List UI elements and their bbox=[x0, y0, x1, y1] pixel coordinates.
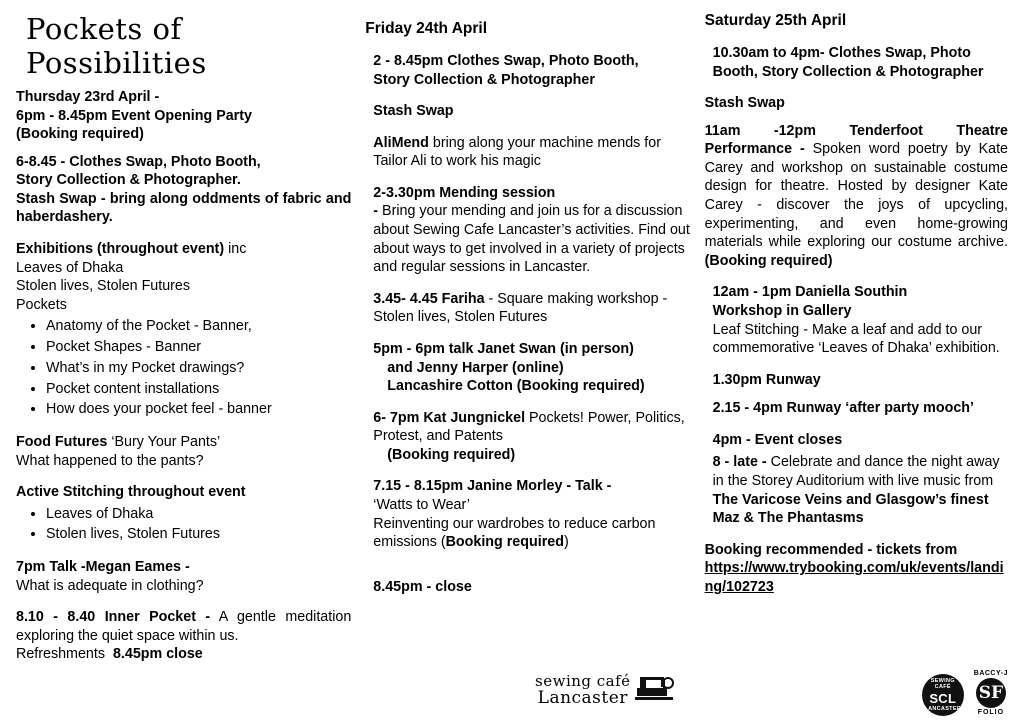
swap-line-2: Booth, Story Collection & Photographer bbox=[712, 63, 984, 80]
swap-line-1: 2 - 8.45pm Clothes Swap, Photo Booth, bbox=[373, 53, 639, 69]
kat-jungnickel-block bbox=[373, 409, 690, 465]
saturday-heading: Saturday 25th April bbox=[704, 12, 847, 29]
food-futures-subtitle: ‘Bury Your Pants’ bbox=[107, 433, 221, 450]
inner-pocket-heading: 8.10 - 8.40 Inner Pocket - bbox=[16, 609, 211, 626]
morley-booking: Booking required bbox=[445, 534, 564, 551]
mending-body: Bring your mending and join us for a discussion about Sewing Cafe Lancaster’s activities. Find out about ways to get involved in a variety of projects and regular sessions in Lancaster. bbox=[373, 203, 690, 276]
friday-stash-swap-heading: Stash Swap bbox=[373, 103, 454, 120]
list-item: • Leaves of Dhaka bbox=[46, 504, 351, 525]
sewing-machine-icon bbox=[632, 671, 676, 706]
inner-pocket-block bbox=[16, 608, 351, 664]
logo-line-2: Lancaster bbox=[537, 688, 628, 709]
fariha-text: - Square making workshop - Stolen lives, Stolen Futures bbox=[373, 290, 668, 326]
column-saturday bbox=[705, 10, 1008, 724]
party-line bbox=[713, 453, 1008, 490]
column-friday bbox=[365, 10, 704, 724]
exhibition-item: Stolen lives, Stolen Futures bbox=[16, 278, 191, 295]
runway-line-2: 2.15 - 4pm Runway ‘after party mooch’ bbox=[712, 400, 975, 417]
saturday-clothes-swap bbox=[713, 44, 1008, 81]
list-item: • How does your pocket feel - banner bbox=[46, 399, 351, 420]
badge-bottom-text: FOLIO bbox=[977, 709, 1005, 716]
friday-heading: Friday 24th April bbox=[365, 20, 488, 37]
mending-session-block bbox=[373, 184, 690, 277]
fariha-label: 3.45- 4.45 Fariha bbox=[373, 290, 485, 307]
exhibition-item: Leaves of Dhaka bbox=[16, 259, 124, 276]
closing-time: 8.45pm close bbox=[112, 646, 203, 663]
party-label: 8 - late - bbox=[712, 454, 767, 471]
thursday-opening-party: 6pm - 8.45pm Event Opening Party bbox=[16, 107, 252, 124]
exhibitions-heading-line bbox=[16, 240, 351, 259]
swap-line-2: Story Collection & Photographer bbox=[373, 71, 595, 88]
tenderfoot-body: Spoken word poetry by Kate Carey and workshop on sustainable costume design for theatre. Hosted by designer Kate Carey - discover the joys of upcycling, experimenting, and even home-growing materials while exploring our costume archive. bbox=[704, 141, 1008, 251]
band-names: The Varicose Veins and Glasgow’s finest Maz & The Phantasms bbox=[712, 491, 989, 527]
tenderfoot-block bbox=[705, 122, 1008, 271]
thursday-date: Thursday 23rd April - bbox=[16, 89, 160, 105]
party-text: Celebrate and dance the night away in the Storey Auditorium with live music from bbox=[712, 454, 1000, 489]
morley-close-paren: ) bbox=[563, 534, 569, 551]
badge-bottom-text: LANCASTER bbox=[924, 705, 962, 712]
talk-subtitle: What is adequate in clothing? bbox=[16, 577, 204, 594]
alimend-text: bring along your machine mends for Tailor Ali to work his magic bbox=[373, 134, 661, 170]
list-item: • Anatomy of the Pocket - Banner, bbox=[46, 316, 351, 337]
swap-line-1: 10.30am to 4pm- Clothes Swap, Photo bbox=[712, 45, 971, 61]
sewing-cafe-logo bbox=[495, 674, 670, 708]
badge-top-text: SEWING CAFÉ bbox=[930, 678, 955, 691]
inner-pocket-body: A gentle meditation exploring the quiet space within us. bbox=[16, 609, 352, 644]
tenderfoot-heading: 11am -12pm Tenderfoot Theatre Performance - bbox=[704, 122, 1008, 158]
southin-body: Leaf Stitching - Make a leaf and add to our commemorative ‘Leaves of Dhaka’ exhibition. bbox=[712, 321, 1000, 357]
booking-recommended: Booking recommended - tickets from bbox=[704, 541, 958, 558]
booking-block bbox=[705, 541, 1008, 597]
stash-swap-line bbox=[16, 190, 351, 227]
partner-badges bbox=[922, 670, 1008, 716]
janine-morley-block bbox=[373, 477, 690, 551]
daniella-southin-block bbox=[713, 283, 1008, 357]
tenderfoot-booking: (Booking required) bbox=[704, 252, 833, 269]
morley-body-line bbox=[373, 515, 690, 552]
swan-line-1: 5pm - 6pm talk Janet Swan (in person) bbox=[373, 340, 634, 357]
refreshments-line bbox=[16, 645, 351, 664]
swan-line-3: Lancashire Cotton (Booking required) bbox=[387, 378, 645, 395]
booking-link[interactable]: https://www.trybooking.com/uk/events/landing/102723 bbox=[704, 560, 1004, 595]
thursday-booking-note: (Booking required) bbox=[16, 126, 144, 143]
list-item: • What’s in my Pocket drawings? bbox=[46, 358, 351, 379]
swan-line-2: and Jenny Harper (online) bbox=[387, 359, 564, 376]
exhibitions-heading: Exhibitions (throughout event) bbox=[16, 241, 225, 258]
alimend-label: AliMend bbox=[373, 134, 429, 151]
refreshments-label: Refreshments bbox=[16, 646, 105, 663]
morley-heading: 7.15 - 8.15pm Janine Morley - Talk - bbox=[373, 478, 612, 495]
swap-line-2: Story Collection & Photographer. bbox=[16, 172, 241, 189]
sewing-cafe-badge-icon bbox=[922, 674, 964, 716]
exhibitions-heading-suffix: inc bbox=[224, 241, 247, 258]
thursday-clothes-swap bbox=[16, 153, 351, 227]
list-item: • Pocket content installations bbox=[46, 379, 351, 400]
active-stitching-heading: Active Stitching throughout event bbox=[16, 484, 246, 501]
southin-line-2: Workshop in Gallery bbox=[712, 302, 852, 319]
badge-mark: SCL bbox=[929, 690, 957, 706]
morley-body: Reinventing our wardrobes to reduce carbon emissions ( bbox=[373, 515, 656, 551]
exhibition-item: Pockets bbox=[16, 296, 67, 313]
baccy-j-folio-badge-icon bbox=[974, 670, 1008, 716]
logo-line-1: sewing café bbox=[535, 672, 631, 691]
friday-clothes-swap bbox=[373, 52, 690, 89]
mending-body-line bbox=[373, 202, 690, 276]
jungnickel-label: 6- 7pm Kat Jungnickel bbox=[373, 409, 526, 426]
southin-line-1: 12am - 1pm Daniella Southin bbox=[712, 284, 908, 301]
food-futures-block bbox=[16, 433, 351, 470]
exhibitions-block bbox=[16, 240, 351, 420]
megan-eames-talk bbox=[16, 558, 351, 595]
active-stitching-block bbox=[16, 483, 351, 545]
janet-swan-talk bbox=[373, 340, 690, 396]
column-thursday bbox=[16, 10, 365, 724]
page-title: Pockets of Possibilities bbox=[26, 12, 207, 80]
badge-mark: SF bbox=[976, 678, 1006, 708]
stash-swap-text: - bring along oddments of fabric and haberdashery. bbox=[16, 190, 352, 226]
event-closes: 4pm - Event closes bbox=[712, 431, 843, 448]
alimend-block bbox=[373, 134, 690, 171]
saturday-stash-swap-heading: Stash Swap bbox=[704, 95, 785, 112]
mending-dash: - bbox=[373, 203, 379, 220]
thursday-opening bbox=[16, 88, 351, 144]
jungnickel-booking: (Booking required) bbox=[387, 446, 516, 463]
active-stitching-bullets bbox=[16, 504, 351, 545]
friday-close: 8.45pm - close bbox=[373, 578, 472, 595]
food-futures-heading: Food Futures bbox=[16, 433, 108, 450]
runway-block bbox=[713, 371, 1008, 418]
talk-heading: 7pm Talk -Megan Eames - bbox=[16, 559, 190, 576]
mending-heading: 2-3.30pm Mending session bbox=[373, 184, 556, 201]
food-futures-heading-line bbox=[16, 433, 351, 452]
event-close-block bbox=[713, 431, 1008, 528]
food-futures-question: What happened to the pants? bbox=[16, 452, 204, 469]
morley-subtitle: ‘Watts to Wear’ bbox=[373, 496, 470, 513]
jungnickel-text: Pockets! Power, Politics, Protest, and Patents bbox=[373, 409, 685, 445]
badge-top-text: BACCY-J bbox=[973, 670, 1008, 677]
swap-line-1: 6-8.45 - Clothes Swap, Photo Booth, bbox=[16, 153, 261, 170]
fariha-workshop bbox=[373, 290, 690, 327]
list-item: • Pocket Shapes - Banner bbox=[46, 337, 351, 358]
list-item: • Stolen lives, Stolen Futures bbox=[46, 524, 351, 545]
runway-line-1: 1.30pm Runway bbox=[712, 371, 821, 388]
stash-swap-label: Stash Swap bbox=[16, 190, 97, 207]
pocket-bullets bbox=[16, 316, 351, 420]
